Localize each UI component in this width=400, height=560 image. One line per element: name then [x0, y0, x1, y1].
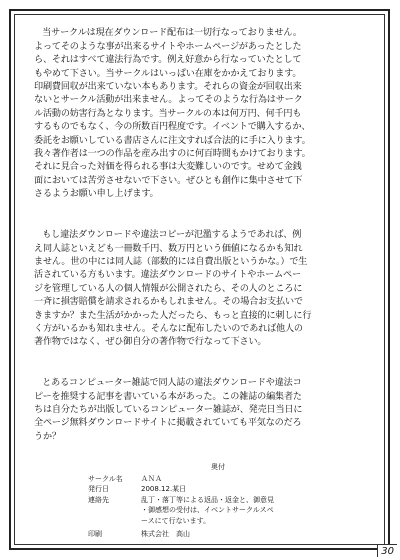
paragraph-magazine-criticism: とあるコンピューター雑誌で同人誌の違法ダウンロードや違法コ ピーを推奨する記事を書いている本があった。この雑誌の編集者た ちは自分たちが出版しているコンピューター雑誌が、発売日当日に 全ページ無料ダウンロードサイトに掲載されていても平気なのだろ うか？	[34, 378, 303, 442]
colophon-label: 連絡先	[88, 495, 109, 504]
colophon-value: 乱丁・落丁等による返品・返金と、御意見 ・御感想の受付は、イベントサークルスペ ースにて行ないます。	[141, 495, 274, 525]
paragraph-download-notice: 当サークルは現在ダウンロード配布は一切行なっておりません。 よってそのような事が出来るサイトやホームページがあったとした ら、それはすべて違法行為です。例え好意から行なっていたとして もやめて下さい。当サークルはいっぱい在庫をかかえております。 印刷費回収が出来ていない本もあります。それらの資金が回収出来 ないとサークル活動が出来ません。よってそのような行為はサーク ル活動の妨害行為となります。当サークルの本は何万円、何千円も するものでもなく、今の所数百円程度です。イベントで購入するか、 委託をお願いしている書店さんに注文すれば合法的に手に入ります。 我々著作者は一つの作品を産み出すのに何百時間もかけております。 それに見合った対価を得られる事は大変難しいのです。せめて金銭 面においては苦労させないで下さい。ぜひとも創作に集中させて下 さるようお願い申し上げます。	[34, 28, 311, 200]
colophon-value: ＡＮＡ	[141, 474, 162, 483]
colophon	[88, 462, 348, 539]
colophon-label: サークル名	[88, 474, 123, 483]
paragraph-copyright-warning: もし違法ダウンロードや違法コピーが氾濫するようであれば、例 え同人誌といえども一冊数千円、数万円という価値になるかも知れ ません。世の中には同人誌（部数的には自費出版というかな。）で生 活されている方もいます。違法ダウンロードのサイトやホームペー ジを管理している人の個人情報が公開されたら、その人のところに 一斉に損害賠償を請求されるかもしれません。その場合お支払いで きますか？また生活がかかった人だったら、もっと直接的に刺しに行 く方がいるかも知れません。そんなに配布したいのであれば他人の 著作物ではなく、ぜひ御自分の著作物で行なって下さい。	[34, 230, 312, 348]
notice-body	[34, 14, 374, 458]
page-number: 30	[377, 544, 397, 557]
colophon-row-circle	[88, 474, 348, 485]
colophon-value: 株式会社 高山	[141, 529, 190, 538]
colophon-label: 発行日	[88, 485, 109, 494]
colophon-row-contact	[88, 495, 348, 527]
colophon-row-date	[88, 484, 348, 495]
colophon-title: 奥付	[211, 463, 225, 471]
colophon-row-printer	[88, 529, 348, 540]
colophon-label: 印刷	[88, 529, 102, 538]
colophon-value: 2008.12.某日	[141, 485, 187, 494]
